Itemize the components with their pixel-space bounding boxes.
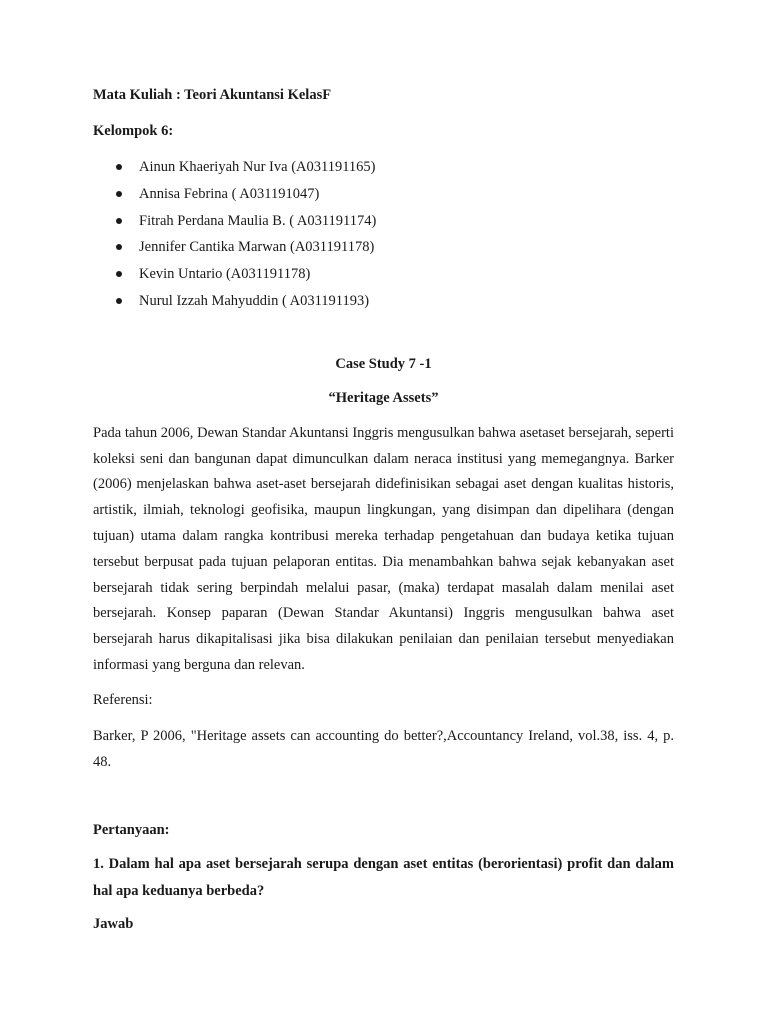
case-study-title: Case Study 7 -1 bbox=[335, 355, 432, 372]
bullet-icon bbox=[116, 191, 122, 197]
case-study-subtitle: “Heritage Assets” bbox=[328, 389, 439, 406]
member-item bbox=[93, 288, 674, 315]
question-1: 1. Dalam hal apa aset bersejarah serupa dengan aset entitas (berorientasi) profit dan dalam hal apa keduanya berbeda? bbox=[93, 855, 674, 899]
bullet-icon bbox=[116, 271, 122, 277]
member-name: Jennifer Cantika Marwan (A031191178) bbox=[139, 239, 375, 256]
member-name: Annisa Febrina ( A031191047) bbox=[139, 185, 320, 202]
bullet-icon bbox=[116, 244, 122, 250]
member-item bbox=[93, 208, 674, 235]
member-name: Nurul Izzah Mahyuddin ( A031191193) bbox=[139, 292, 370, 309]
case-paragraph: Pada tahun 2006, Dewan Standar Akuntansi Inggris mengusulkan bahwa asetaset bersejarah, seperti koleksi seni dan bangunan dapat dimunculkan dalam neraca institusi yang memegangnya. Barker (2006) menjelaskan bahwa aset-aset bersejarah didefinisikan sebagai aset dengan kualitas historis, artistik, ilmiah, teknologi geofisika, maupun lingkungan, yang disimpan dan dipelihara (dengan tujuan) utama dalam rangka kontribusi mereka terhadap pengetahuan dan budaya ketika tujuan tersebut berpusat pada tujuan pelaporan entitas. Dia menambahkan bahwa sejak kebanyakan aset bersejarah tidak sering berpindah melalui pasar, (maka) terdapat masalah dalam menilai aset bersejarah. Konsep paparan (Dewan Standar Akuntansi) Inggris mengusulkan bahwa aset bersejarah harus dikapitalisasi jika bisa dilakukan penilaian dan penilaian tersebut menyediakan informasi yang berguna dan relevan. bbox=[93, 424, 674, 673]
member-item bbox=[93, 261, 674, 288]
answer-label: Jawab bbox=[93, 915, 134, 932]
bullet-icon bbox=[116, 218, 122, 224]
bullet-icon bbox=[116, 164, 122, 170]
member-item bbox=[93, 234, 674, 261]
reference-text: Barker, P 2006, "Heritage assets can accounting do better?,Accountancy Ireland, vol.38, iss. 4, p. 48. bbox=[93, 727, 674, 771]
member-list bbox=[93, 154, 674, 315]
member-name: Kevin Untario (A031191178) bbox=[139, 266, 311, 283]
member-name: Ainun Khaeriyah Nur Iva (A031191165) bbox=[139, 159, 376, 175]
member-item bbox=[93, 154, 674, 181]
document-page bbox=[93, 84, 674, 935]
bullet-icon bbox=[116, 298, 122, 304]
member-name: Fitrah Perdana Maulia B. ( A031191174) bbox=[139, 212, 377, 229]
course-title: Mata Kuliah : Teori Akuntansi KelasF bbox=[93, 87, 332, 103]
group-label: Kelompok 6: bbox=[93, 123, 174, 139]
member-item bbox=[93, 181, 674, 208]
questions-label: Pertanyaan: bbox=[93, 821, 170, 838]
reference-label: Referensi: bbox=[93, 691, 153, 708]
